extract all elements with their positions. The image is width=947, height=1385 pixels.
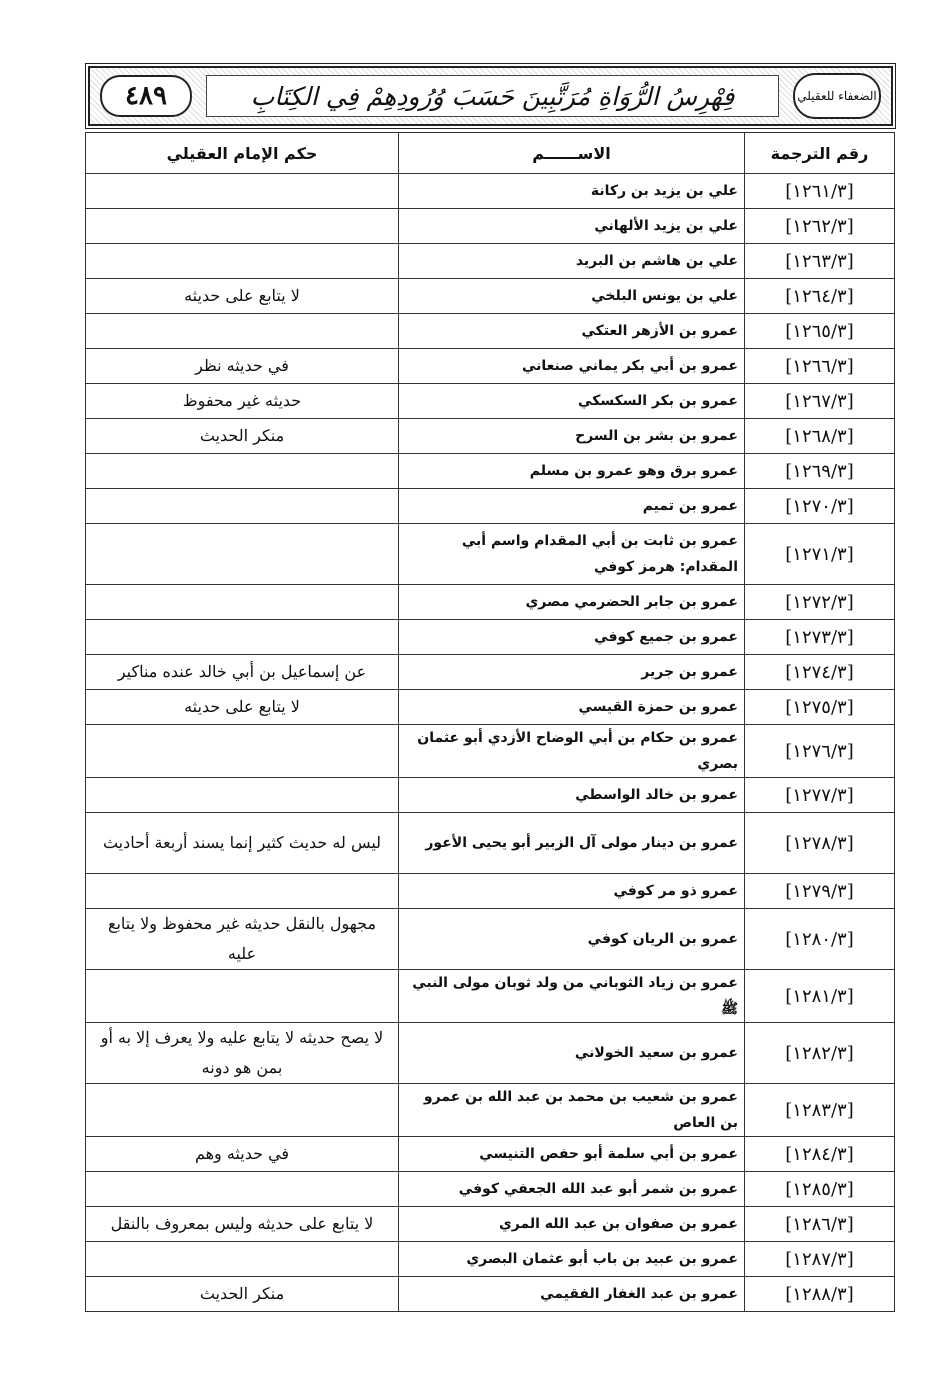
entry-number: [١٢٨٨/٣] (745, 1277, 895, 1312)
entry-number: [١٢٧٥/٣] (745, 690, 895, 725)
entry-number: [١٢٨٠/٣] (745, 909, 895, 970)
verdict-text (86, 1242, 399, 1277)
narrator-name: عمرو بن عبيد بن باب أبو عثمان البصري (399, 1242, 745, 1277)
entry-number: [١٢٨٦/٣] (745, 1207, 895, 1242)
verdict-text: في حديثه نظر (86, 349, 399, 384)
entry-number: [١٢٦٧/٣] (745, 384, 895, 419)
narrator-name: عمرو بن جرير (399, 655, 745, 690)
entry-number: [١٢٧٨/٣] (745, 813, 895, 874)
entry-number: [١٢٧٠/٣] (745, 489, 895, 524)
page-header-inner (100, 74, 881, 118)
table-row (86, 778, 895, 813)
table-row (86, 1207, 895, 1242)
narrator-name: عمرو بن بكر السكسكي (399, 384, 745, 419)
entry-number: [١٢٧٣/٣] (745, 620, 895, 655)
entry-number: [١٢٧٧/٣] (745, 778, 895, 813)
entry-number: [١٢٧٤/٣] (745, 655, 895, 690)
narrator-name: عمرو بن خالد الواسطي (399, 778, 745, 813)
entry-number: [١٢٦٩/٣] (745, 454, 895, 489)
verdict-text: لا يتابع على حديثه (86, 279, 399, 314)
verdict-text (86, 725, 399, 778)
verdict-text (86, 970, 399, 1023)
narrator-name: عمرو بن حكام بن أبي الوضاح الأزدي أبو عثمان بصري (399, 725, 745, 778)
entry-number: [١٢٧٦/٣] (745, 725, 895, 778)
entry-number: [١٢٦٣/٣] (745, 244, 895, 279)
table-row (86, 244, 895, 279)
table-row (86, 349, 895, 384)
narrator-name: عمرو بن أبي سلمة أبو حفص التنيسي (399, 1137, 745, 1172)
table-row (86, 454, 895, 489)
table-row (86, 279, 895, 314)
entry-number: [١٢٨٤/٣] (745, 1137, 895, 1172)
narrator-name: علي بن يزيد الألهاني (399, 209, 745, 244)
table-row (86, 690, 895, 725)
narrator-name: عمرو بن حمزة القيسي (399, 690, 745, 725)
narrator-name: عمرو بن جابر الحضرمي مصري (399, 585, 745, 620)
entry-number: [١٢٨١/٣] (745, 970, 895, 1023)
narrator-name: علي بن هاشم بن البريد (399, 244, 745, 279)
table-row (86, 489, 895, 524)
verdict-text (86, 778, 399, 813)
table-body (86, 174, 895, 1312)
table-header-row (86, 133, 895, 174)
table-row (86, 1242, 895, 1277)
narrator-name: عمرو بن تميم (399, 489, 745, 524)
verdict-text (86, 874, 399, 909)
entry-number: [١٢٧١/٣] (745, 524, 895, 585)
table-row (86, 874, 895, 909)
table-row (86, 1172, 895, 1207)
table-row (86, 970, 895, 1023)
table-row (86, 1084, 895, 1137)
header-number: رقم الترجمة (745, 133, 895, 174)
verdict-text (86, 314, 399, 349)
table-row (86, 1023, 895, 1084)
verdict-text (86, 524, 399, 585)
verdict-text (86, 585, 399, 620)
verdict-text (86, 209, 399, 244)
entry-number: [١٢٦١/٣] (745, 174, 895, 209)
table-row (86, 314, 895, 349)
header-name: الاســــــم (399, 133, 745, 174)
narrator-name: عمرو بن دينار مولى آل الزبير أبو يحيى الأعور (399, 813, 745, 874)
verdict-text: لا يتابع على حديثه (86, 690, 399, 725)
page-number: ٤٨٩ (100, 75, 192, 117)
page-title: فِهْرِسُ الرُّوَاةِ مُرَتَّبِينَ حَسَبَ وُرُودِهِمْ فِي الكِتَابِ (206, 75, 779, 117)
entry-number: [١٢٦٢/٣] (745, 209, 895, 244)
entry-number: [١٢٦٥/٣] (745, 314, 895, 349)
entry-number: [١٢٦٤/٣] (745, 279, 895, 314)
narrator-name: عمرو برق وهو عمرو بن مسلم (399, 454, 745, 489)
narrator-name: علي بن يونس البلخي (399, 279, 745, 314)
verdict-text: منكر الحديث (86, 1277, 399, 1312)
verdict-text (86, 1172, 399, 1207)
verdict-text: مجهول بالنقل حديثه غير محفوظ ولا يتابع عليه (86, 909, 399, 970)
narrator-name: عمرو بن جميع كوفي (399, 620, 745, 655)
table-row (86, 174, 895, 209)
table-row (86, 419, 895, 454)
entry-number: [١٢٧٩/٣] (745, 874, 895, 909)
table-row (86, 1137, 895, 1172)
narrator-name: عمرو بن شعيب بن محمد بن عبد الله بن عمرو بن العاص (399, 1084, 745, 1137)
verdict-text: عن إسماعيل بن أبي خالد عنده مناكير (86, 655, 399, 690)
verdict-text: لا يصح حديثه لا يتابع عليه ولا يعرف إلا به أو بمن هو دونه (86, 1023, 399, 1084)
table-row (86, 725, 895, 778)
header-verdict: حكم الإمام العقيلي (86, 133, 399, 174)
narrator-name: عمرو بن الأزهر العتكي (399, 314, 745, 349)
verdict-text: حديثه غير محفوظ (86, 384, 399, 419)
narrator-name: عمرو ذو مر كوفي (399, 874, 745, 909)
verdict-text (86, 174, 399, 209)
entry-number: [١٢٨٧/٣] (745, 1242, 895, 1277)
verdict-text (86, 489, 399, 524)
verdict-text (86, 620, 399, 655)
narrator-name: عمرو بن صفوان بن عبد الله المري (399, 1207, 745, 1242)
entry-number: [١٢٦٨/٣] (745, 419, 895, 454)
table-row (86, 209, 895, 244)
table-row (86, 655, 895, 690)
verdict-text: ليس له حديث كثير إنما يسند أربعة أحاديث (86, 813, 399, 874)
narrator-name: عمرو بن عبد الغفار الفقيمي (399, 1277, 745, 1312)
narrator-name: عمرو بن سعيد الخولاني (399, 1023, 745, 1084)
verdict-text: منكر الحديث (86, 419, 399, 454)
entry-number: [١٢٦٦/٣] (745, 349, 895, 384)
table-row (86, 585, 895, 620)
table-row (86, 813, 895, 874)
table-row (86, 1277, 895, 1312)
narrator-name: عمرو بن أبي بكر يماني صنعاني (399, 349, 745, 384)
narrator-name: علي بن يزيد بن ركانة (399, 174, 745, 209)
entry-number: [١٢٨٥/٣] (745, 1172, 895, 1207)
table-row (86, 384, 895, 419)
page-header (88, 66, 893, 126)
entry-number: [١٢٧٢/٣] (745, 585, 895, 620)
verdict-text: لا يتابع على حديثه وليس بمعروف بالنقل (86, 1207, 399, 1242)
entry-number: [١٢٨٢/٣] (745, 1023, 895, 1084)
table-row (86, 909, 895, 970)
table-row (86, 620, 895, 655)
entry-number: [١٢٨٣/٣] (745, 1084, 895, 1137)
verdict-text (86, 1084, 399, 1137)
book-logo: الضعفاء للعقيلي (793, 73, 881, 119)
narrator-name: عمرو بن زياد الثوباني من ولد ثوبان مولى النبي ﷺ (399, 970, 745, 1023)
verdict-text (86, 244, 399, 279)
narrator-name: عمرو بن شمر أبو عبد الله الجعفي كوفي (399, 1172, 745, 1207)
narrator-name: عمرو بن بشر بن السرح (399, 419, 745, 454)
table-row (86, 524, 895, 585)
narrator-name: عمرو بن ثابت بن أبي المقدام واسم أبي المقدام: هرمز كوفي (399, 524, 745, 585)
narrators-index-table (85, 132, 895, 1312)
verdict-text: في حديثه وهم (86, 1137, 399, 1172)
narrator-name: عمرو بن الريان كوفي (399, 909, 745, 970)
verdict-text (86, 454, 399, 489)
